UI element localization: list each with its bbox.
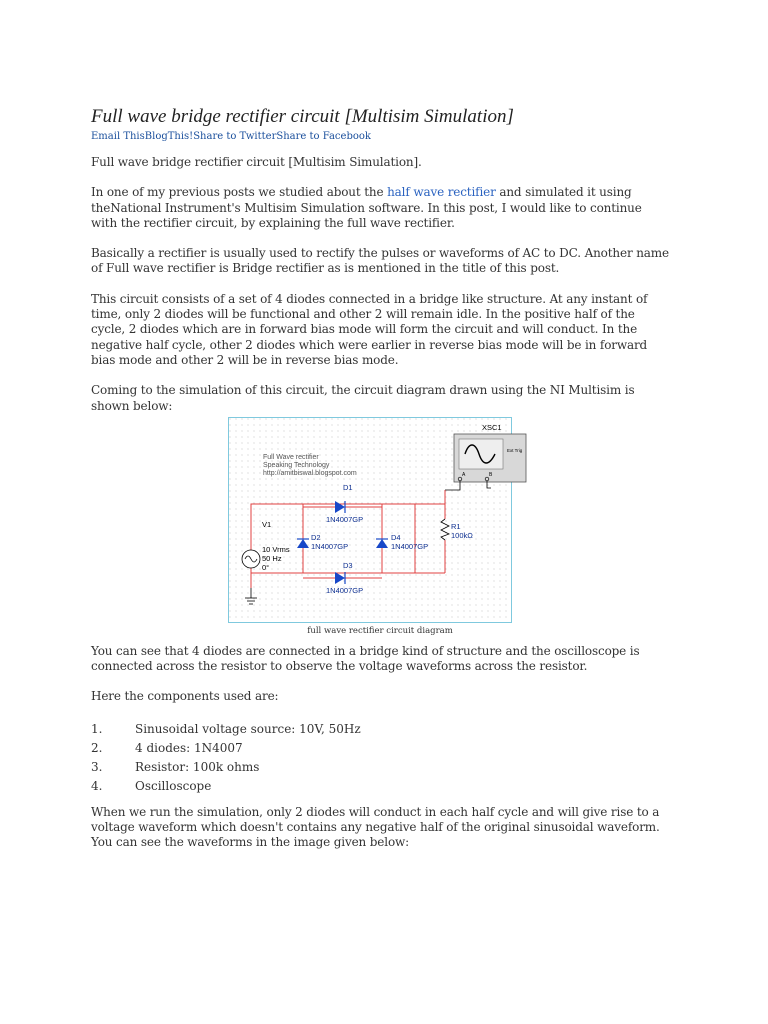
- list-item: [91, 777, 669, 796]
- scope-ext-trig: Ext Trig: [507, 447, 523, 453]
- svg-text:B: B: [489, 471, 493, 478]
- para1-before: In one of my previous posts we studied about the: [91, 185, 388, 200]
- list-item: [91, 720, 669, 739]
- article: [91, 104, 669, 851]
- list-item: [91, 739, 669, 758]
- circuit-diagram: [228, 417, 523, 623]
- source-name: V1: [262, 519, 272, 529]
- paragraph-3: This circuit consists of a set of 4 diodes connected in a bridge like structure. At any instant of time, only 2 diodes will be functional and other 2 will remain idle. In the positive half of the cycle, 2 diodes which are in forward bias mode will form the circuit and will conduct. In the negative half cycle, other 2 diodes which were earlier in reverse bias mode will be in forward bias mode and other 2 will be in reverse bias mode.: [91, 291, 648, 367]
- intro-paragraph: Full wave bridge rectifier circuit [Multisim Simulation].: [91, 155, 422, 169]
- watermark-line-2: Speaking Technology: [263, 461, 330, 469]
- list-number: 4.: [91, 778, 103, 793]
- watermark-line-3: http://amitbiswal.blogspot.com: [263, 469, 357, 477]
- oscilloscope-label: XSC1: [482, 422, 502, 432]
- list-number: 3.: [91, 759, 103, 774]
- d1-part: 1N4007GP: [326, 514, 364, 524]
- figure-caption: full wave rectifier circuit diagram: [307, 625, 453, 636]
- r1-value: 100kΩ: [451, 530, 473, 540]
- page-title: Full wave bridge rectifier circuit [Multisim Simulation]: [91, 106, 514, 127]
- paragraph-5: You can see that 4 diodes are connected in a bridge kind of structure and the oscilloscope is connected across the resistor to observe the voltage waveforms across the resistor.: [91, 643, 640, 674]
- share-facebook-link[interactable]: Share to Facebook: [276, 131, 371, 142]
- figure: [91, 414, 669, 644]
- oscilloscope: [454, 434, 526, 482]
- paragraph-6: Here the components used are:: [91, 689, 279, 704]
- half-wave-rectifier-link[interactable]: half wave rectifier: [387, 185, 496, 200]
- d2-part: 1N4007GP: [311, 541, 349, 551]
- circuit-svg: [229, 418, 523, 622]
- list-text: Oscilloscope: [135, 778, 212, 793]
- paragraph-1: [91, 185, 669, 231]
- d1-name: D1: [343, 482, 353, 492]
- d4-part: 1N4007GP: [391, 541, 429, 551]
- source-phase: 0°: [262, 562, 270, 572]
- d3-name: D3: [343, 560, 353, 570]
- list-number: 2.: [91, 740, 103, 755]
- list-text: Sinusoidal voltage source: 10V, 50Hz: [135, 721, 361, 736]
- d3-part: 1N4007GP: [326, 585, 364, 595]
- svg-text:A: A: [462, 471, 466, 478]
- share-twitter-link[interactable]: Share to Twitter: [193, 131, 277, 142]
- blogthis-link[interactable]: BlogThis!: [144, 131, 194, 142]
- d4-name: D4: [391, 532, 401, 542]
- share-links: [91, 130, 669, 144]
- list-text: Resistor: 100k ohms: [135, 759, 260, 774]
- list-text: 4 diodes: 1N4007: [135, 740, 243, 755]
- paragraph-2: Basically a rectifier is usually used to rectify the pulses or waveforms of AC to DC. Another name of Full wave rectifier is Bridge rectifier as is mentioned in the title of this post.: [91, 246, 669, 276]
- paragraph-4: Coming to the simulation of this circuit, the circuit diagram drawn using the NI Multisim is shown below:: [91, 383, 635, 413]
- source-voltage: 10 Vrms: [262, 544, 290, 554]
- components-list: [91, 720, 669, 796]
- r1-name: R1: [451, 521, 461, 531]
- paragraph-7: When we run the simulation, only 2 diodes will conduct in each half cycle and will give rise to a voltage waveform which doesn't contains any negative half of the original sinusoidal waveform. You can see the waveforms in the image given below:: [91, 804, 660, 850]
- list-number: 1.: [91, 721, 103, 736]
- list-item: [91, 758, 669, 777]
- para1-after: and simulated it using theNational Instrument's Multisim Simulation software. In this post, I would like to continue with the rectifier circuit, by explaining the full wave rectifier.: [91, 185, 642, 230]
- email-this-link[interactable]: Email This: [91, 131, 145, 142]
- source-frequency: 50 Hz: [262, 553, 282, 563]
- d2-name: D2: [311, 532, 321, 542]
- watermark-line-1: Full Wave rectifier: [263, 453, 319, 461]
